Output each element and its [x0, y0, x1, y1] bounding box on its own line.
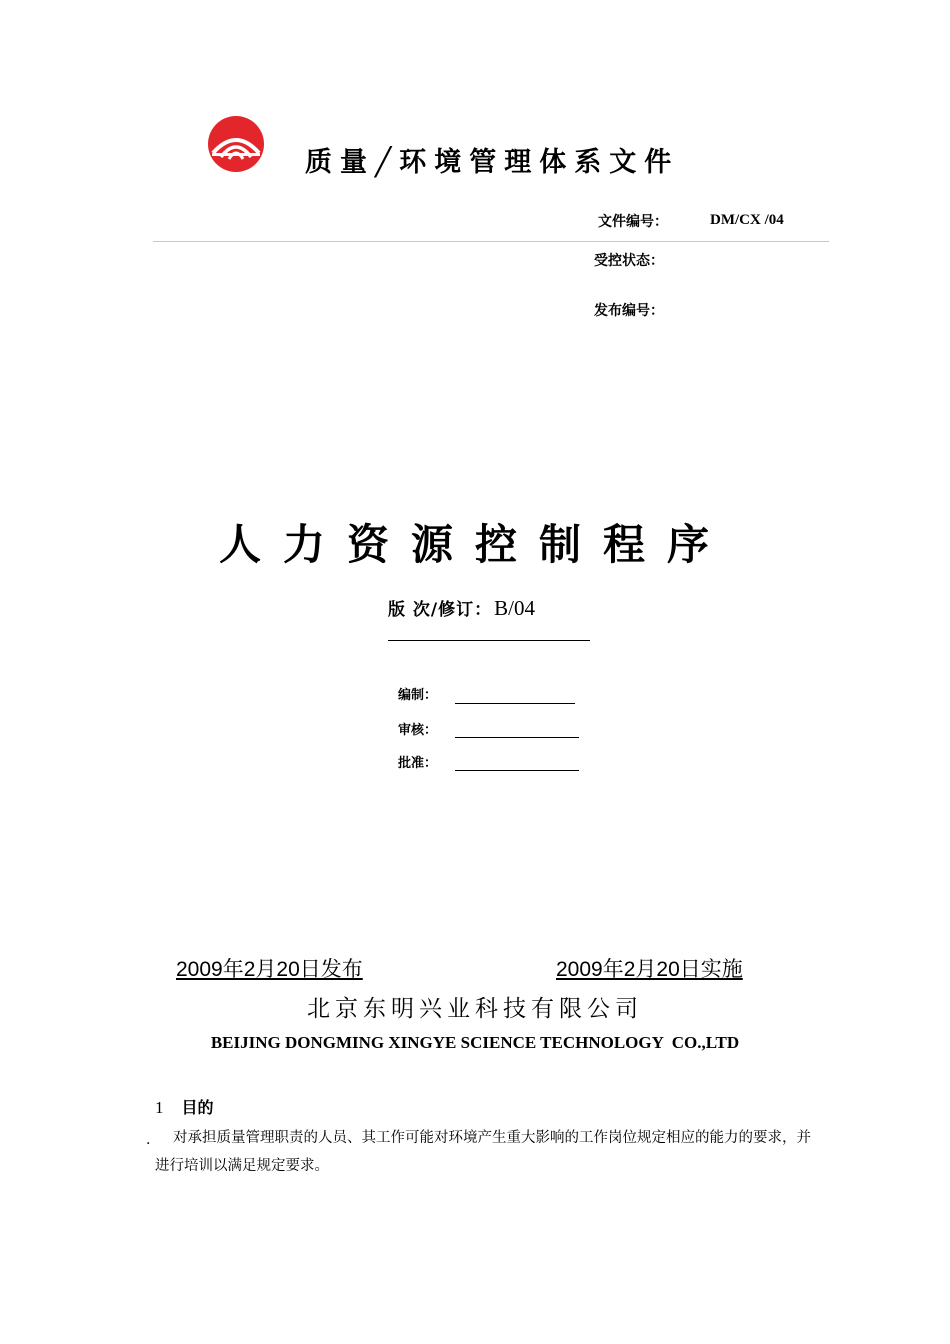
control-status-label: 受控状态： — [594, 253, 664, 269]
company-name-cn: 北京东明兴业科技有限公司 — [307, 996, 643, 1022]
system-title: 质量╱环境管理体系文件 — [305, 147, 680, 178]
section-number: 1 — [155, 1098, 164, 1117]
version-value: B/04 — [494, 596, 535, 620]
bullet-dot: . — [146, 1132, 151, 1148]
doc-number-label: 文件编号： — [598, 214, 668, 230]
company-name-en: BEIJING DONGMING XINGYE SCIENCE TECHNOLOGY CO.,LTD — [210, 1033, 740, 1052]
section-heading — [155, 1095, 214, 1118]
approved-by-label: 批准： — [398, 756, 438, 771]
compiled-by-label: 编制： — [398, 688, 438, 703]
doc-number-value: DM/CX /04 — [710, 212, 784, 228]
company-logo — [207, 115, 265, 173]
version-underline — [388, 640, 590, 641]
version-row — [388, 595, 535, 621]
section-paragraph — [155, 1124, 815, 1180]
reviewed-by-line — [455, 737, 579, 738]
document-title: 人力资源控制程序 — [218, 520, 731, 569]
effective-date: 2009年2月20日实施 — [556, 958, 743, 981]
header-divider — [153, 241, 829, 242]
reviewed-by-label: 审核： — [398, 723, 438, 738]
compiled-by-line — [455, 703, 575, 704]
release-number-label: 发布编号： — [594, 303, 664, 319]
section-title: 目的 — [181, 1098, 214, 1117]
section-text: 对承担质量管理职责的人员、其工作可能对环境产生重大影响的工作岗位规定相应的能力的要求，并进行培训以满足规定要求。 — [155, 1130, 811, 1174]
version-label: 版 次/修订： — [388, 600, 493, 620]
publish-date: 2009年2月20日发布 — [176, 958, 363, 981]
approved-by-line — [455, 770, 579, 771]
